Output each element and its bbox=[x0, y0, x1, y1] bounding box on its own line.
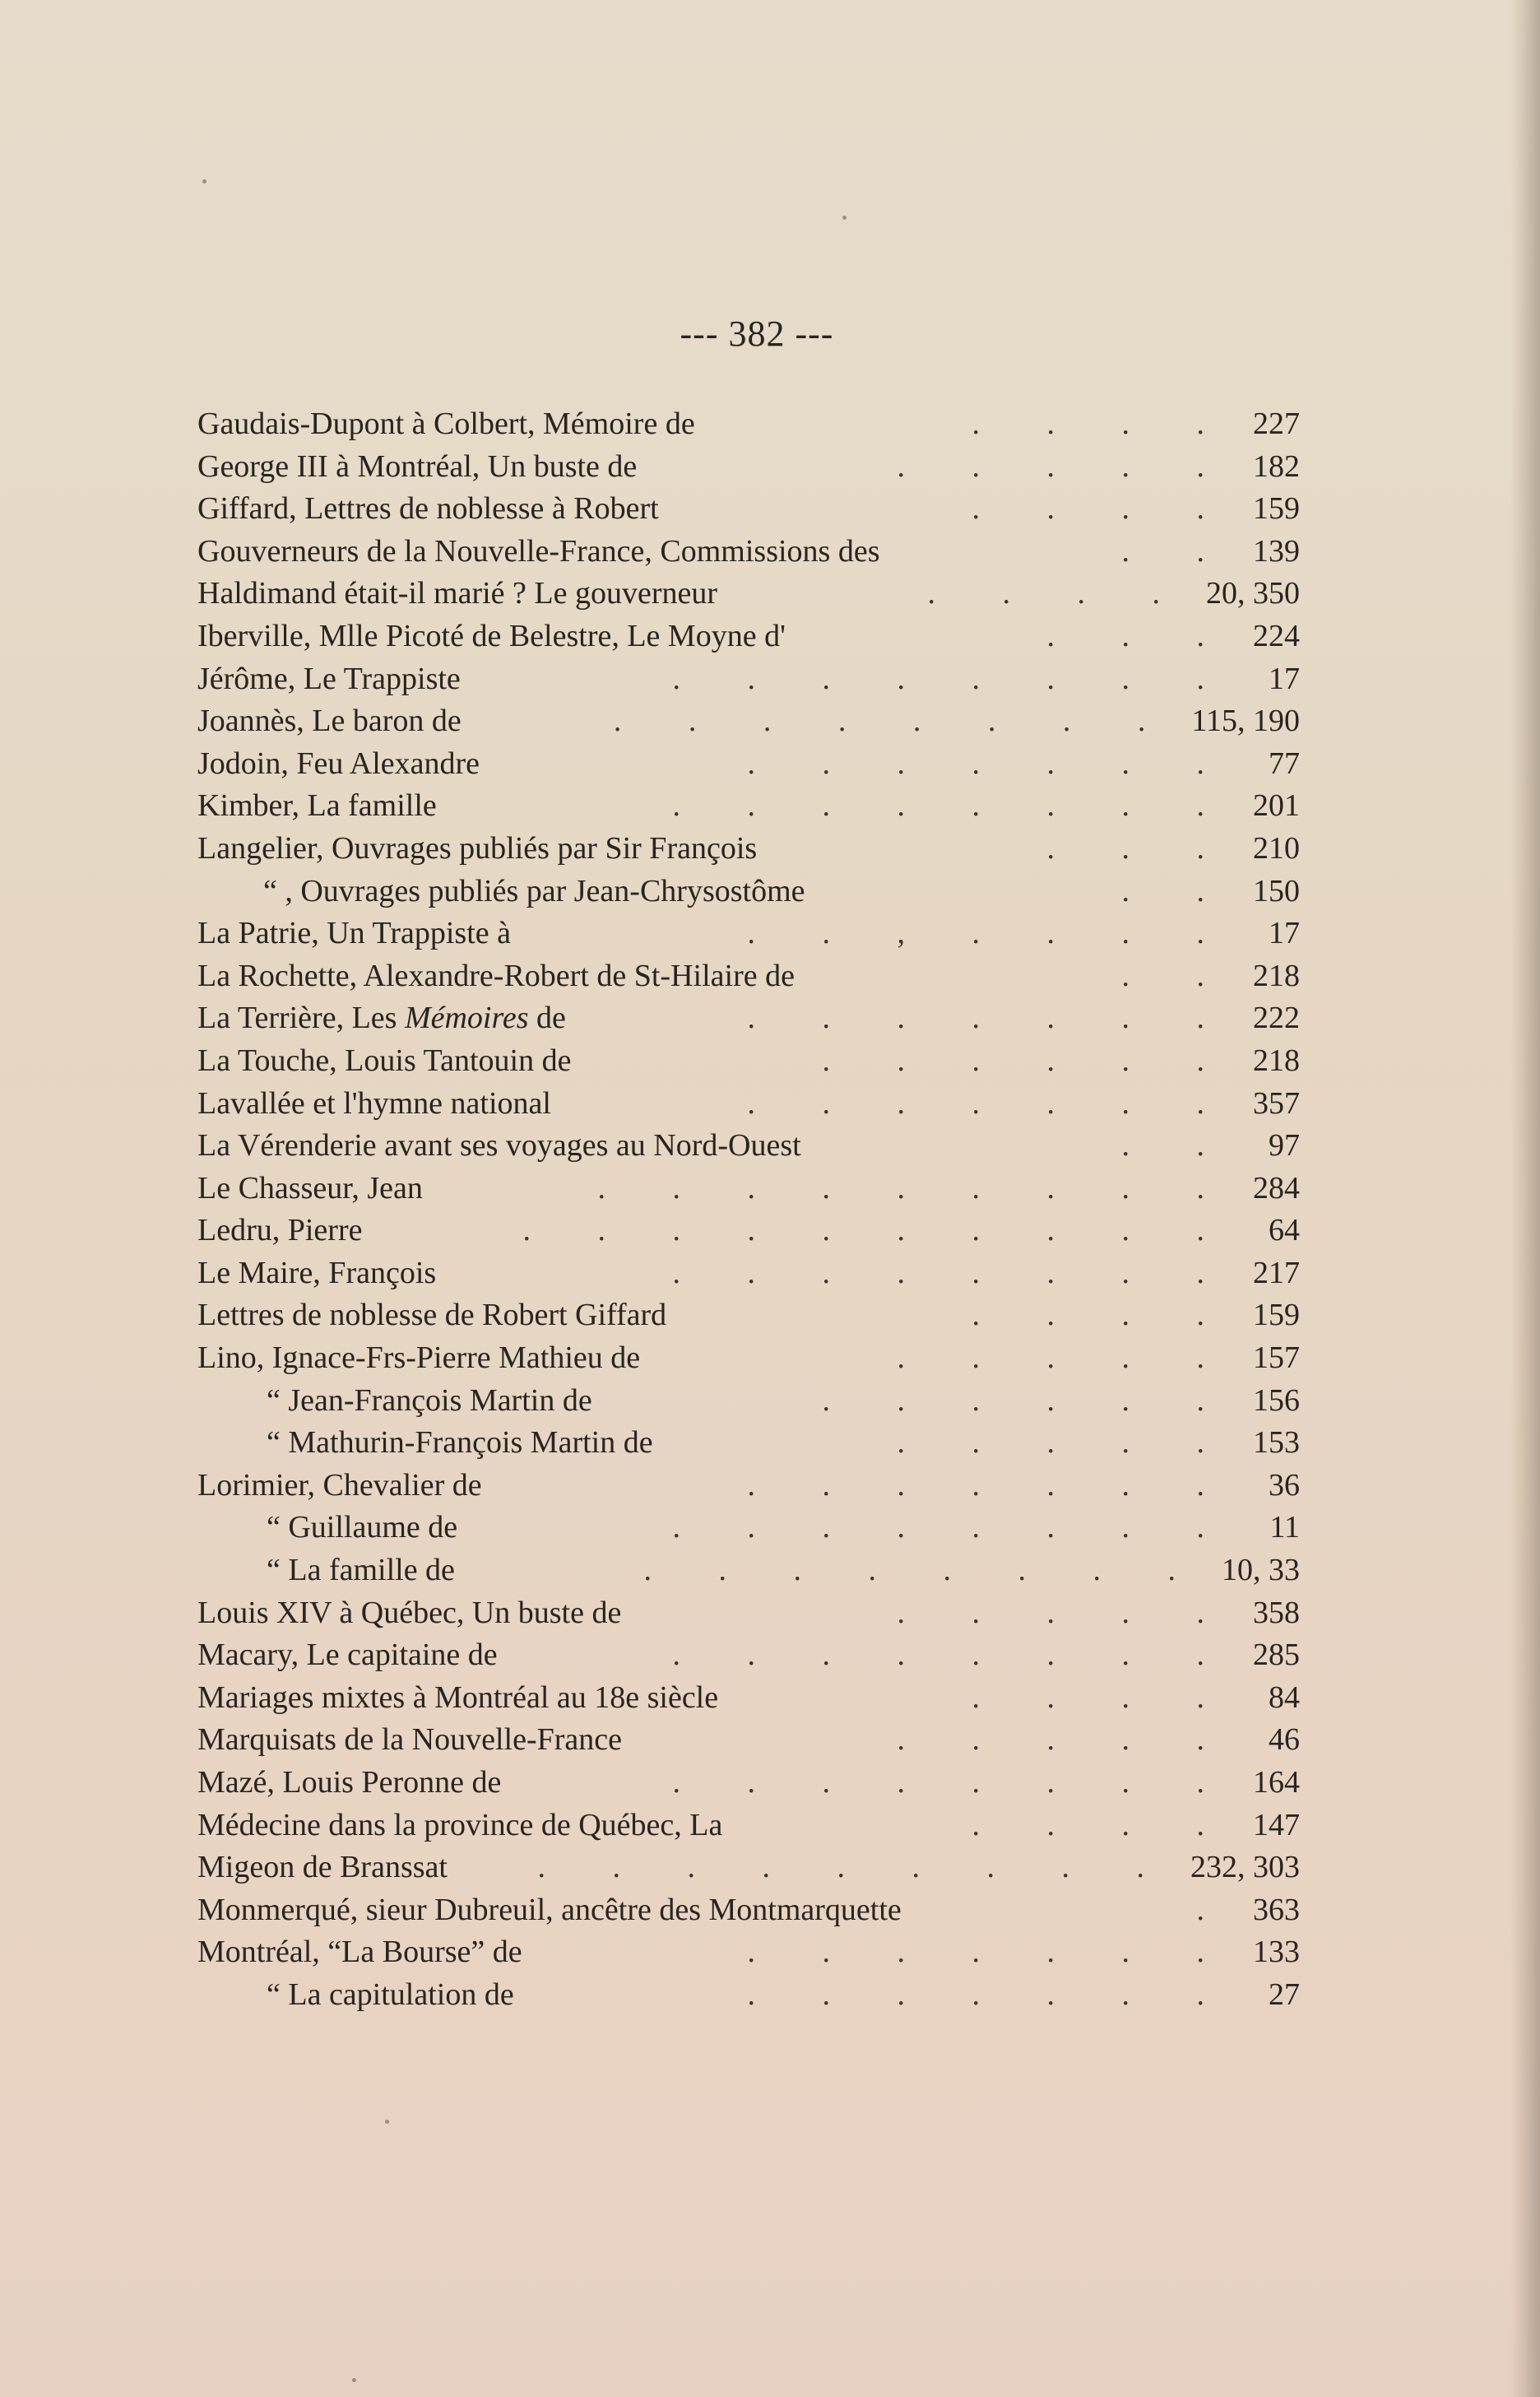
dot-leader: . . . . . . . . bbox=[672, 661, 1234, 696]
index-entry bbox=[197, 700, 1300, 743]
entry-title-text: Lino, Ignace-Frs-Pierre Mathieu de bbox=[197, 1340, 641, 1376]
entry-title bbox=[197, 1040, 571, 1083]
entry-page-numbers: 64 bbox=[1269, 1213, 1300, 1248]
dot-leader: . . . . . bbox=[897, 1425, 1234, 1461]
entry-title bbox=[197, 1507, 457, 1549]
index-entry bbox=[197, 1168, 1300, 1210]
entry-title-text: Gouverneurs de la Nouvelle-France, Commissions des bbox=[197, 533, 880, 569]
entry-title-text: La Touche, Louis Tantouin de bbox=[197, 1043, 572, 1078]
dot-leader: . . . . . . . bbox=[747, 746, 1234, 781]
index-entry bbox=[197, 1337, 1300, 1380]
entry-title bbox=[197, 531, 880, 574]
entry-page-numbers: 17 bbox=[1269, 661, 1300, 696]
index-entry bbox=[197, 1847, 1300, 1889]
entry-page-numbers: 358 bbox=[1253, 1595, 1300, 1630]
paper-speck bbox=[842, 216, 847, 220]
entry-title bbox=[197, 1762, 501, 1805]
entry-title-text: Marquisats de la Nouvelle-France bbox=[197, 1722, 622, 1758]
paper-speck bbox=[352, 2378, 356, 2382]
entry-title-text: Giffard, Lettres de noblesse à Robert bbox=[197, 491, 659, 527]
entry-title bbox=[197, 1549, 455, 1592]
entry-title bbox=[197, 1422, 653, 1465]
index-entry bbox=[197, 1549, 1300, 1592]
entry-page-numbers: 159 bbox=[1253, 1298, 1300, 1333]
dot-leader: . . . . . . bbox=[822, 1043, 1234, 1078]
entry-page-numbers: 224 bbox=[1253, 618, 1300, 653]
entry-title bbox=[197, 1252, 436, 1295]
dot-leader: . . . . . bbox=[897, 1595, 1234, 1630]
index-entry bbox=[197, 828, 1300, 871]
entry-title bbox=[197, 1889, 902, 1932]
dot-leader: . . . . . . . bbox=[747, 1085, 1234, 1121]
dot-leader: . . , . . . . bbox=[747, 916, 1234, 951]
index-entry bbox=[197, 1592, 1300, 1635]
entry-title bbox=[197, 616, 786, 658]
entry-title-text: Lettres de noblesse de Robert Giffard bbox=[197, 1298, 667, 1333]
entry-title bbox=[197, 913, 511, 955]
entry-page-numbers: 10, 33 bbox=[1222, 1553, 1300, 1588]
entry-title-text: Gaudais-Dupont à Colbert, Mémoire de bbox=[197, 406, 695, 441]
index-entry bbox=[197, 1040, 1300, 1083]
dot-leader: . . . . . . . bbox=[747, 1467, 1234, 1503]
entry-title bbox=[197, 1465, 482, 1507]
index-entry bbox=[197, 871, 1300, 913]
entry-title-text: La Vérenderie avant ses voyages au Nord-Ouest bbox=[197, 1128, 801, 1164]
entry-page-numbers: 201 bbox=[1253, 788, 1300, 824]
index-entry bbox=[197, 531, 1300, 574]
index-entry bbox=[197, 1422, 1300, 1465]
entry-title bbox=[197, 871, 805, 913]
dot-leader: . . bbox=[1121, 958, 1234, 993]
dot-leader: . . . . bbox=[927, 576, 1190, 611]
entry-title bbox=[197, 658, 461, 701]
entry-title bbox=[197, 1083, 551, 1126]
index-entry bbox=[197, 616, 1300, 658]
index-entry bbox=[197, 1252, 1300, 1295]
dot-leader: . . . . . bbox=[897, 1722, 1234, 1758]
entry-title-text: George III à Montréal, Un buste de bbox=[197, 448, 638, 484]
entry-title-text: Lavallée et l'hymne national bbox=[197, 1085, 551, 1121]
entry-title bbox=[197, 997, 566, 1040]
entry-title bbox=[197, 1805, 722, 1847]
entry-title bbox=[197, 1380, 592, 1423]
entry-page-numbers: 227 bbox=[1253, 406, 1300, 441]
entry-page-numbers: 97 bbox=[1269, 1128, 1300, 1164]
entry-title-text: Mariages mixtes à Montréal au 18e siècle bbox=[197, 1679, 719, 1715]
index-list bbox=[197, 403, 1300, 2017]
index-entry bbox=[197, 1507, 1300, 1549]
entry-title bbox=[197, 828, 757, 871]
entry-title-text: Macary, Le capitaine de bbox=[197, 1637, 498, 1673]
entry-title-italic: Mémoires bbox=[404, 1001, 529, 1036]
index-entry bbox=[197, 997, 1300, 1040]
entry-title-text: La Terrière, Les bbox=[197, 1001, 405, 1036]
entry-page-numbers: 157 bbox=[1253, 1340, 1300, 1376]
entry-page-numbers: 46 bbox=[1269, 1722, 1300, 1758]
index-entry bbox=[197, 1083, 1300, 1126]
entry-page-numbers: 222 bbox=[1253, 1001, 1300, 1036]
entry-title-text: La Patrie, Un Trappiste à bbox=[197, 916, 512, 951]
entry-title-text: Joannès, Le baron de bbox=[197, 704, 462, 739]
dot-leader: . . . . . . bbox=[822, 1382, 1234, 1418]
entry-title-text: Le Chasseur, Jean bbox=[197, 1170, 423, 1205]
index-entry bbox=[197, 1125, 1300, 1168]
entry-title bbox=[197, 1337, 640, 1380]
entry-page-numbers: 11 bbox=[1269, 1510, 1300, 1545]
entry-title bbox=[197, 1592, 621, 1635]
entry-title-text: Mazé, Louis Peronne de bbox=[197, 1765, 502, 1800]
entry-title-text: Monmerqué, sieur Dubreuil, ancêtre des Montmarquette bbox=[197, 1892, 902, 1927]
dot-leader: . . . . . . . . bbox=[672, 1637, 1234, 1673]
paper-speck bbox=[385, 2120, 389, 2124]
entry-page-numbers: 150 bbox=[1253, 873, 1300, 908]
dot-leader: . . . . . . . . bbox=[672, 1510, 1234, 1545]
dot-leader: . . . . . . . . bbox=[672, 788, 1234, 824]
entry-page-numbers: 84 bbox=[1269, 1679, 1300, 1715]
index-entry bbox=[197, 1889, 1300, 1932]
entry-page-numbers: 133 bbox=[1253, 1935, 1300, 1970]
dot-leader: . . . . . . . . bbox=[613, 704, 1176, 739]
index-entry bbox=[197, 446, 1300, 489]
page-edge-shadow bbox=[1510, 0, 1540, 2397]
index-entry bbox=[197, 1762, 1300, 1805]
entry-title bbox=[197, 1634, 498, 1677]
entry-page-numbers: 27 bbox=[1269, 1977, 1300, 2012]
dot-leader: . . . . bbox=[972, 1298, 1234, 1333]
entry-title bbox=[197, 743, 480, 786]
entry-title-text: “ La famille de bbox=[267, 1553, 455, 1588]
entry-title bbox=[197, 1210, 362, 1252]
index-entry bbox=[197, 1719, 1300, 1762]
entry-title-text: Ledru, Pierre bbox=[197, 1213, 363, 1248]
dot-leader: . . . . . . . . . bbox=[537, 1850, 1174, 1885]
entry-page-numbers: 285 bbox=[1253, 1637, 1300, 1673]
entry-page-numbers: 156 bbox=[1253, 1382, 1300, 1418]
entry-title bbox=[197, 1847, 448, 1889]
dot-leader: . . . . . . . bbox=[747, 1977, 1234, 2012]
dot-leader: . . . . . . . . . bbox=[597, 1170, 1234, 1205]
dot-leader: . bbox=[1196, 1892, 1234, 1927]
index-entry bbox=[197, 743, 1300, 786]
dot-leader: . . bbox=[1121, 1128, 1234, 1164]
index-entry bbox=[197, 1294, 1300, 1337]
entry-title-text: Iberville, Mlle Picoté de Belestre, Le Moyne d' bbox=[197, 618, 786, 653]
dot-leader: . . . . . . . . bbox=[672, 1765, 1234, 1800]
index-entry bbox=[197, 1931, 1300, 1974]
entry-page-numbers: 218 bbox=[1253, 958, 1300, 993]
index-entry bbox=[197, 785, 1300, 828]
index-entry bbox=[197, 955, 1300, 998]
entry-title bbox=[197, 1168, 423, 1210]
dot-leader: . . . . bbox=[972, 1807, 1234, 1842]
entry-page-numbers: 77 bbox=[1269, 746, 1300, 781]
index-entry bbox=[197, 1974, 1300, 2017]
entry-title-text: Médecine dans la province de Québec, La bbox=[197, 1807, 723, 1842]
entry-page-numbers: 153 bbox=[1253, 1425, 1300, 1461]
dot-leader: . . . . . . . . bbox=[672, 1255, 1234, 1290]
entry-title-text: “ Mathurin-François Martin de bbox=[267, 1425, 653, 1461]
entry-page-numbers: 20, 350 bbox=[1206, 576, 1300, 611]
dot-leader: . . . . bbox=[972, 1679, 1234, 1715]
entry-page-numbers: 159 bbox=[1253, 491, 1300, 527]
entry-title-text: Montréal, “La Bourse” de bbox=[197, 1935, 522, 1970]
dot-leader: . . . . . . . bbox=[747, 1935, 1234, 1970]
dot-leader: . . . . . . . . . . bbox=[522, 1213, 1234, 1248]
index-entry bbox=[197, 658, 1300, 701]
entry-page-numbers: 147 bbox=[1253, 1807, 1300, 1842]
entry-title bbox=[197, 955, 795, 998]
dot-leader: . . . . . bbox=[897, 1340, 1234, 1376]
dot-leader: . . bbox=[1121, 533, 1234, 569]
entry-title bbox=[197, 1677, 718, 1720]
entry-title bbox=[197, 488, 659, 531]
index-entry bbox=[197, 1380, 1300, 1423]
entry-title-text: “ Jean-François Martin de bbox=[267, 1382, 592, 1418]
entry-page-numbers: 284 bbox=[1253, 1170, 1300, 1205]
entry-title-text: Jodoin, Feu Alexandre bbox=[197, 746, 480, 781]
index-entry bbox=[197, 1465, 1300, 1507]
index-entry bbox=[197, 913, 1300, 955]
entry-title-text: Louis XIV à Québec, Un buste de bbox=[197, 1595, 622, 1630]
entry-title-text: La Rochette, Alexandre-Robert de St-Hilaire de bbox=[197, 958, 795, 993]
entry-title-text: Le Maire, François bbox=[197, 1255, 437, 1290]
dot-leader: . . bbox=[1121, 873, 1234, 908]
dot-leader: . . . bbox=[1046, 830, 1234, 866]
entry-page-numbers: 36 bbox=[1269, 1467, 1300, 1503]
dot-leader: . . . . bbox=[972, 406, 1234, 441]
entry-page-numbers: 218 bbox=[1253, 1043, 1300, 1078]
entry-title bbox=[197, 403, 695, 446]
entry-title bbox=[197, 446, 637, 489]
index-entry bbox=[197, 403, 1300, 446]
index-entry bbox=[197, 573, 1300, 616]
entry-title-text: Kimber, La famille bbox=[197, 788, 437, 824]
entry-title bbox=[197, 700, 462, 743]
entry-title-text: Lorimier, Chevalier de bbox=[197, 1467, 482, 1503]
dot-leader: . . . bbox=[1046, 618, 1234, 653]
entry-page-numbers: 363 bbox=[1253, 1892, 1300, 1927]
entry-page-numbers: 232, 303 bbox=[1190, 1850, 1300, 1885]
entry-page-numbers: 17 bbox=[1269, 916, 1300, 951]
entry-title-suffix: de bbox=[528, 1001, 566, 1036]
index-entry bbox=[197, 1805, 1300, 1847]
paper-speck bbox=[202, 179, 206, 183]
entry-title bbox=[197, 1719, 622, 1762]
entry-page-numbers: 115, 190 bbox=[1191, 704, 1300, 739]
entry-title bbox=[197, 1125, 801, 1168]
page-number: --- 382 --- bbox=[680, 314, 834, 354]
entry-title bbox=[197, 1294, 666, 1337]
dot-leader: . . . . bbox=[972, 491, 1234, 527]
index-entry bbox=[197, 1210, 1300, 1252]
entry-page-numbers: 217 bbox=[1253, 1255, 1300, 1290]
entry-page-numbers: 210 bbox=[1253, 830, 1300, 866]
entry-page-numbers: 139 bbox=[1253, 533, 1300, 569]
dot-leader: . . . . . . . . bbox=[643, 1553, 1205, 1588]
entry-title-text: “ La capitulation de bbox=[267, 1977, 514, 2012]
dot-leader: . . . . . bbox=[897, 448, 1234, 484]
index-entry bbox=[197, 1634, 1300, 1677]
index-entry bbox=[197, 1677, 1300, 1720]
entry-page-numbers: 164 bbox=[1253, 1765, 1300, 1800]
entry-page-numbers: 182 bbox=[1253, 448, 1300, 484]
entry-title-text: Migeon de Branssat bbox=[197, 1850, 448, 1885]
entry-title bbox=[197, 1931, 522, 1974]
entry-title-text: Haldimand était-il marié ? Le gouverneur bbox=[197, 576, 718, 611]
entry-title-text: “ , Ouvrages publiés par Jean-Chrysostôme bbox=[263, 873, 805, 908]
entry-title bbox=[197, 573, 717, 616]
index-entry bbox=[197, 488, 1300, 531]
entry-title bbox=[197, 785, 437, 828]
entry-title-text: Jérôme, Le Trappiste bbox=[197, 661, 461, 696]
entry-title-text: Langelier, Ouvrages publiés par Sir François bbox=[197, 830, 758, 866]
dot-leader: . . . . . . . bbox=[747, 1001, 1234, 1036]
entry-title-text: “ Guillaume de bbox=[267, 1510, 458, 1545]
entry-title bbox=[197, 1974, 514, 2017]
entry-page-numbers: 357 bbox=[1253, 1085, 1300, 1121]
